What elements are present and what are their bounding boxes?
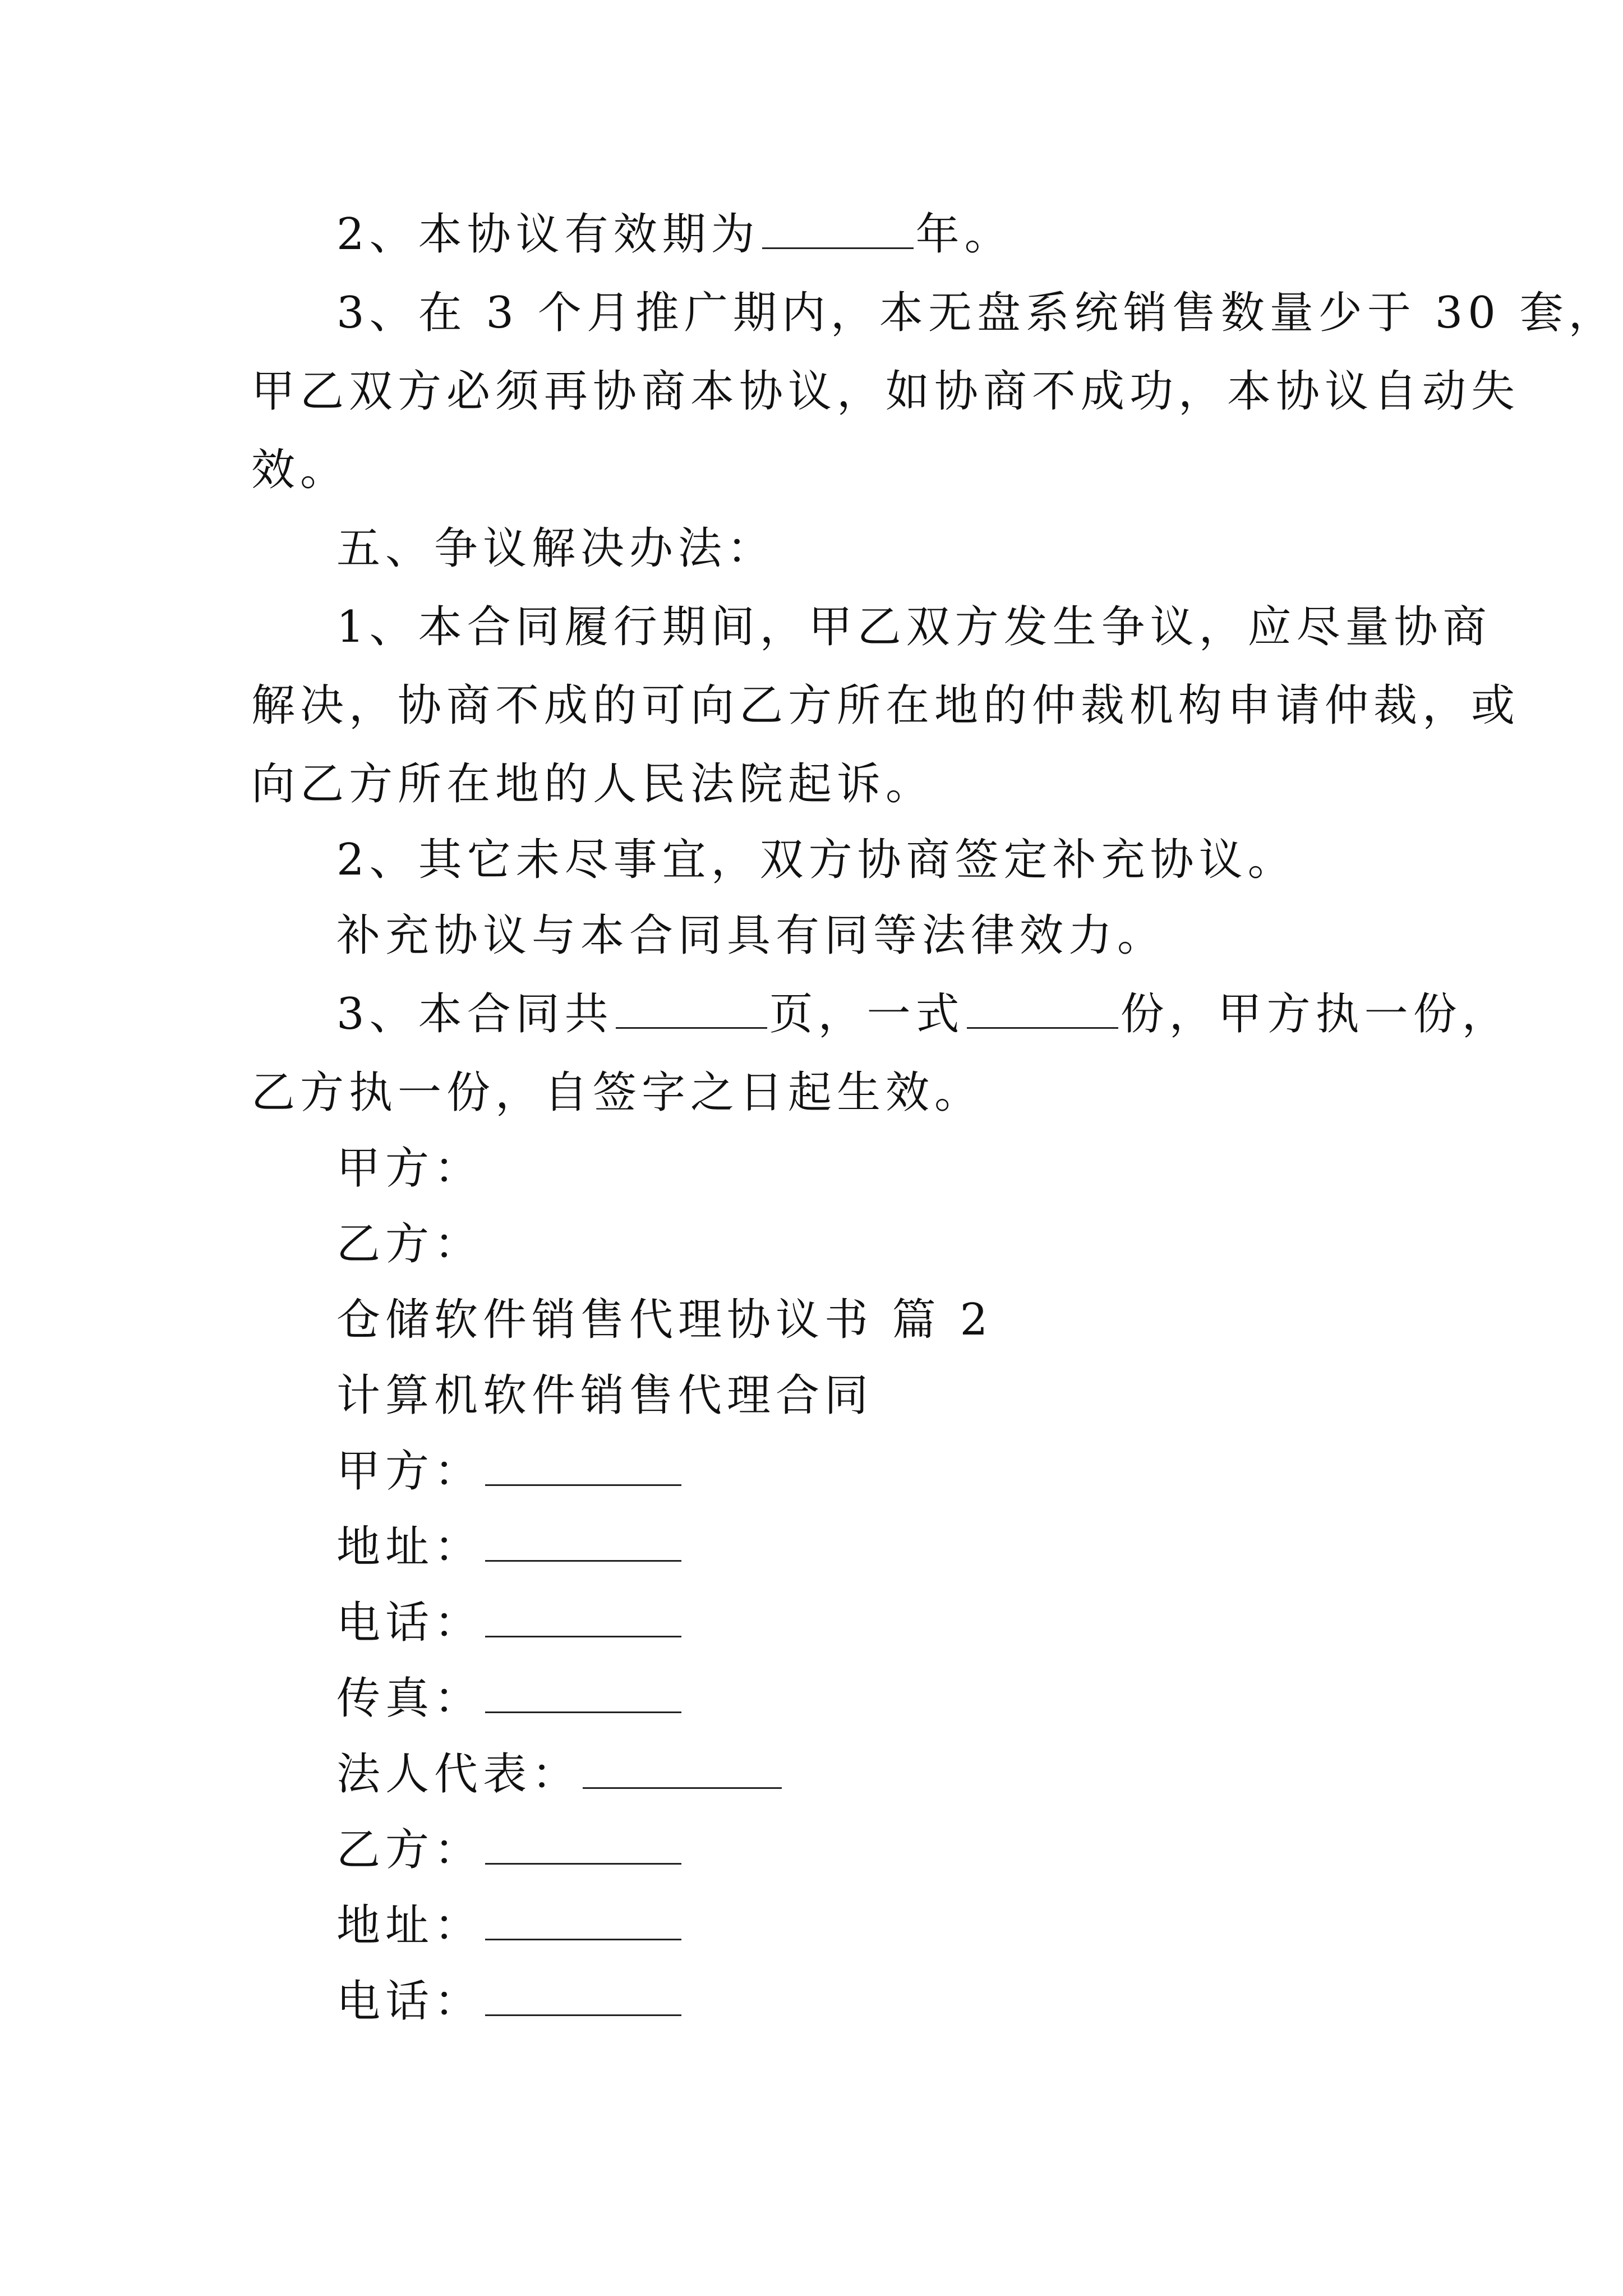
contract-title: 计算机软件销售代理合同 — [336, 1370, 874, 1421]
paragraph-line: 补充协议与本合同具有同等法律效力。 — [336, 910, 1166, 961]
field-label: 乙方： — [336, 1825, 483, 1875]
form-field-address — [336, 1899, 684, 1953]
paragraph-line: 3、在 3 个月推广期内，本无盘系统销售数量少于 30 套， — [336, 288, 1617, 338]
page-count-blank — [616, 988, 767, 1029]
field-label: 法人代表： — [336, 1749, 581, 1800]
field-blank — [485, 1521, 681, 1562]
party-a-signature-label: 甲方： — [336, 1143, 483, 1194]
paragraph-line: 解决，协商不成的可向乙方所在地的仲裁机构申请仲裁，或 — [251, 680, 1520, 731]
party-b-signature-label: 乙方： — [336, 1219, 483, 1269]
form-field-party-b — [336, 1823, 684, 1877]
paragraph-line: 甲乙双方必须再协商本协议，如协商不成功，本协议自动失 — [251, 366, 1520, 417]
field-blank — [485, 1824, 681, 1865]
section-heading: 五、争议解决办法： — [336, 523, 776, 574]
paragraph-line: 乙方执一份，自签字之日起生效。 — [251, 1068, 984, 1118]
section-title: 仓储软件销售代理协议书 篇 2 — [336, 1295, 993, 1345]
field-label: 传真： — [336, 1673, 483, 1724]
paragraph-line: 向乙方所在地的人民法院起诉。 — [251, 759, 935, 809]
form-field-party-a — [336, 1444, 684, 1498]
form-field-phone — [336, 1975, 684, 2028]
paragraph-line: 效。 — [251, 445, 349, 495]
field-label: 电话： — [336, 1976, 483, 2027]
field-blank — [485, 1672, 681, 1713]
form-field-phone — [336, 1596, 684, 1650]
validity-clause — [336, 208, 1013, 261]
field-blank — [485, 1445, 681, 1486]
copy-count-blank — [967, 988, 1118, 1029]
copies-clause-suffix: 份，甲方执一份， — [1120, 989, 1511, 1039]
copies-clause-text: 3、本合同共 — [336, 989, 614, 1039]
field-label: 地址： — [336, 1522, 483, 1572]
form-field-fax — [336, 1672, 684, 1726]
field-label: 甲方： — [336, 1446, 483, 1497]
copies-clause-middle: 页，一式 — [769, 989, 965, 1039]
validity-clause-suffix: 年。 — [915, 209, 1013, 260]
form-field-address — [336, 1520, 684, 1574]
field-blank — [485, 1975, 681, 2016]
paragraph-line: 1、本合同履行期间，甲乙双方发生争议，应尽量协商 — [336, 602, 1492, 652]
paragraph-line: 2、其它未尽事宜，双方协商签定补充协议。 — [336, 835, 1297, 885]
field-label: 地址： — [336, 1901, 483, 1951]
field-blank — [485, 1596, 681, 1637]
field-blank — [583, 1748, 782, 1789]
field-blank — [485, 1899, 681, 1940]
copies-clause — [336, 987, 1511, 1041]
validity-clause-text: 2、本协议有效期为 — [336, 209, 760, 260]
form-field-legal-rep — [336, 1747, 784, 1801]
validity-years-blank — [762, 208, 914, 249]
field-label: 电话： — [336, 1598, 483, 1648]
